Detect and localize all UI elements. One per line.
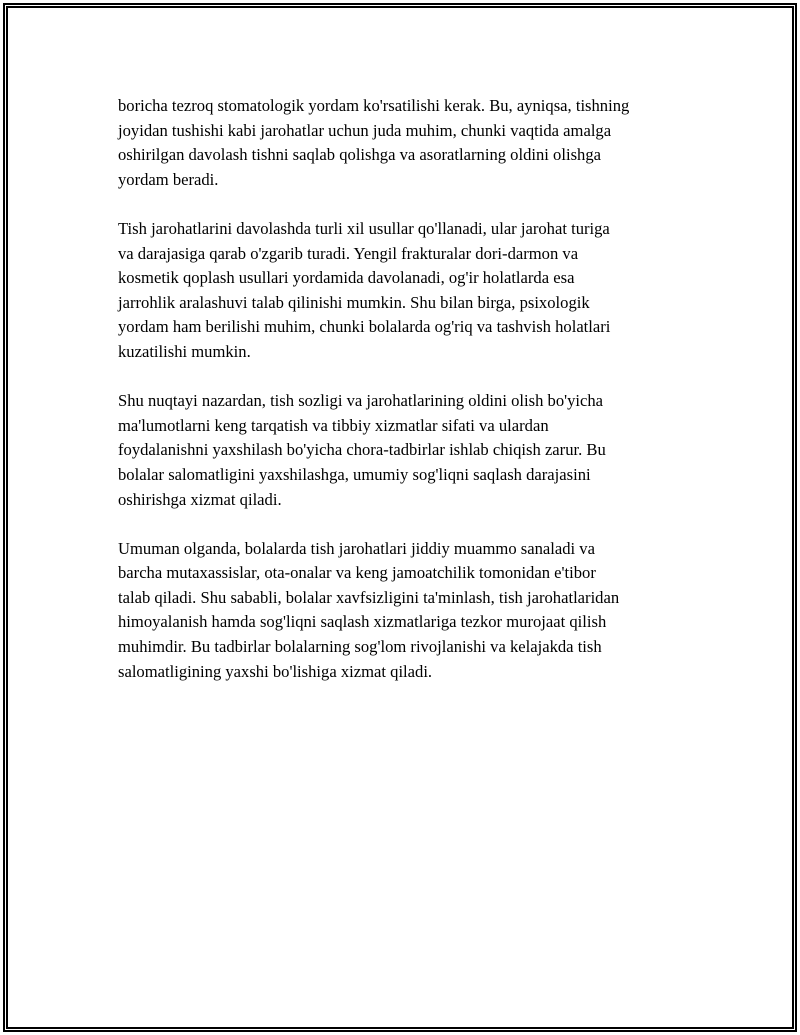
paragraph-2: Tish jarohatlarini davolashda turli xil usullar qo'llanadi, ular jarohat turiga va darajasiga qarab o'zgarib turadi. Yengil frakturalar dori-darmon va kosmetik qoplash usullari yordamida davolanadi, og'ir holatlarda esa jarrohlik aralashuvi talab qilinishi mumkin. Shu bilan birga, psixologik yordam ham berilishi muhim, chunki bolalarda og'riq va tashvish holatlari kuzatilishi mumkin. xyxy=(118,218,611,361)
paragraph-1: boricha tezroq stomatologik yordam ko'rsatilishi kerak. Bu, ayniqsa, tishning joyidan tushishi kabi jarohatlar uchun juda muhim, chunki vaqtida amalga oshirilgan davolash tishni saqlab qolishga va asoratlarning oldini olishga yordam beradi. xyxy=(118,96,630,189)
document-body xyxy=(118,94,693,709)
paragraph-3: Shu nuqtayi nazardan, tish sozligi va jarohatlarining oldini olish bo'yicha ma'lumotlarni keng tarqatish va tibbiy xizmatlar sifati va ulardan foydalanishni yaxshilash bo'yicha chora-tadbirlar ishlab chiqish zarur. Bu bolalar salomatligini yaxshilashga, umumiy sog'liqni saqlash darajasini oshirishga xizmat qiladi. xyxy=(118,391,606,509)
paragraph-4: Umuman olganda, bolalarda tish jarohatlari jiddiy muammo sanaladi va barcha mutaxassislar, ota-onalar va keng jamoatchilik tomonidan e'tibor talab qiladi. Shu sababli, bolalar xavfsizligini ta'minlash, tish jarohatlaridan himoyalanish hamda sog'liqni saqlash xizmatlariga tezkor murojaat qilish muhimdir. Bu tadbirlar bolalarning sog'lom rivojlanishi va kelajakda tish salomatligining yaxshi bo'lishiga xizmat qiladi. xyxy=(118,538,620,681)
